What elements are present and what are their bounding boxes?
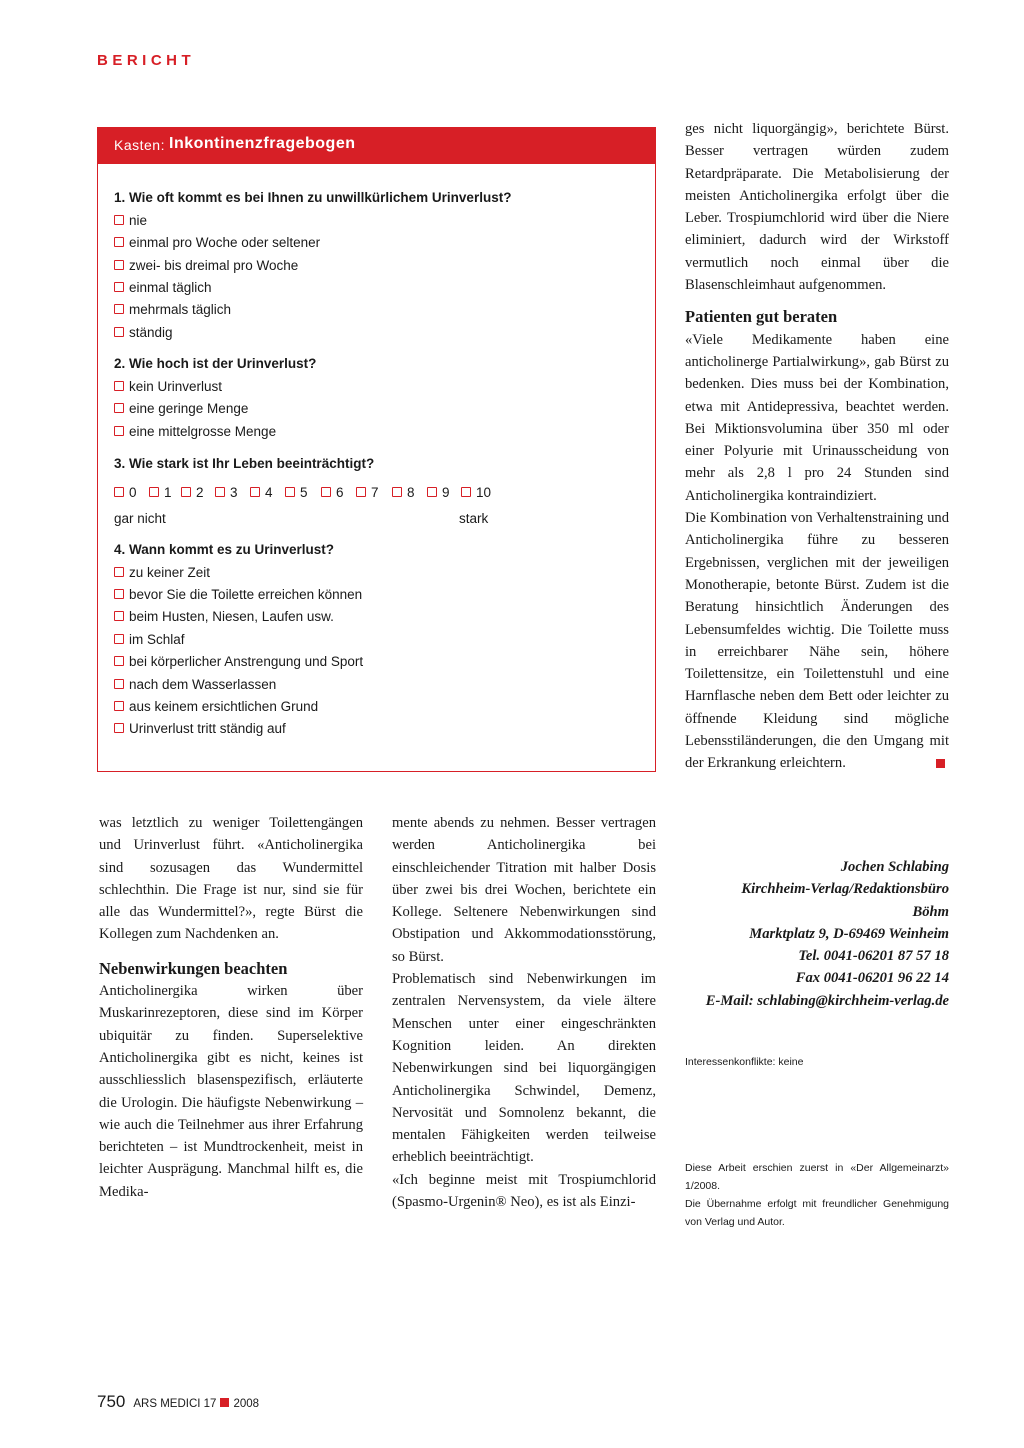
box-label: Kasten: [114,137,165,153]
checkbox-icon[interactable] [114,611,124,621]
scale-option[interactable]: 9 [427,485,450,500]
q2-option[interactable]: eine geringe Menge [114,401,248,416]
questionnaire-box [97,127,656,772]
issue-year: 2008 [233,1398,260,1410]
checkbox-icon[interactable] [114,215,124,225]
checkbox-icon[interactable] [215,487,225,497]
end-mark-icon [936,759,945,768]
checkbox-icon[interactable] [181,487,191,497]
scale-option[interactable]: 4 [250,485,273,500]
page-number: 750 [97,1392,126,1411]
column-1 [99,812,363,1203]
q4-option[interactable]: zu keiner Zeit [114,565,210,580]
checkbox-icon[interactable] [392,487,402,497]
checkbox-icon[interactable] [114,589,124,599]
publication-note: Diese Arbeit erschien zuerst in «Der Allgemeinarzt» 1/2008. Die Übernahme erfolgt mit freundlicher Genehmigung von Verlag und Autor. [685,1162,949,1228]
paragraph: Die Kombination von Verhaltenstraining und Anticholinergika führe zu besseren Ergebnissen, verglichen mit der jeweiligen Monotherapie, betonte Bürst. Zudem ist die Beratung hinsichtlich Änderungen des Lebensumfeldes wichtig. Die Toilette muss in erreichbarer Nähe sein, höhere Toilettensitze, ein Toilettenstuhl und eine Harnflasche neben dem Bett oder leichter zu öffnende Kleidung sind mögliche Lebensstiländerungen, die den Umgang mit der Erkrankung erleichtern. [685,510,949,772]
scale-option[interactable]: 3 [215,485,238,500]
paragraph: ges nicht liquorgängig», berichtete Bürst. Besser vertragen würden zudem Retardpräparate. Die Metabolisierung der meisten Anticholinergika erfolgt über die Leber. Trospiumchlorid wird über die Niere eliminiert, dadurch wird der Wirkstoff vermutlich noch einmal über die Blasenschleimhaut aufgenommen. [685,121,949,294]
checkbox-icon[interactable] [285,487,295,497]
checkbox-icon[interactable] [114,634,124,644]
checkbox-icon[interactable] [461,487,471,497]
q4-option[interactable]: aus keinem ersichtlichen Grund [114,699,318,714]
scale-option[interactable]: 7 [356,485,379,500]
subheading: Nebenwirkungen beachten [99,958,288,978]
scale-low-label: gar nicht [114,511,166,526]
question-4: 4. Wann kommt es zu Urinverlust? [114,542,335,557]
author-name: Jochen Schlabing [840,859,949,875]
checkbox-icon[interactable] [321,487,331,497]
scale-option[interactable]: 2 [181,485,204,500]
section-label: BERICHT [97,52,196,69]
paragraph: «Viele Medikamente haben eine anticholinerge Partialwirkung», gab Bürst zu bedenken. Dies muss bei der Kombination, etwa mit Antidepressiva, beachtet werden. Bei Miktionsvolumina über 350 ml oder einer Polyurie mit Urinausscheidung von mehr als 2,8 l pro 24 Stunden sind Anticholinergika kontraindiziert. [685,331,949,504]
checkbox-icon[interactable] [114,487,124,497]
email-line[interactable]: E-Mail: schlabing@kirchheim-verlag.de [705,992,949,1009]
q4-option[interactable]: nach dem Wasserlassen [114,677,276,692]
checkbox-icon[interactable] [114,237,124,247]
q2-option[interactable]: eine mittelgrosse Menge [114,424,276,439]
scale-option[interactable]: 5 [285,485,308,500]
checkbox-icon[interactable] [114,403,124,413]
paragraph: was letztlich zu weniger Toilettengängen und Urinverlust führt. «Anticholinergika sind sozusagen das Wundermittel schlechthin. Die Frage ist nur, sind sie für alle das Wundermittel?», regte Bürst die Kollegen zum Nachdenken an. [99,815,363,943]
scale-option[interactable]: 0 [114,485,137,500]
scale-option[interactable]: 8 [392,485,415,500]
checkbox-icon[interactable] [114,701,124,711]
q4-option[interactable]: im Schlaf [114,632,185,647]
question-2: 2. Wie hoch ist der Urinverlust? [114,356,317,371]
q1-option[interactable]: nie [114,213,147,228]
checkbox-icon[interactable] [149,487,159,497]
q4-option[interactable]: bevor Sie die Toilette erreichen können [114,587,362,602]
checkbox-icon[interactable] [250,487,260,497]
checkbox-icon[interactable] [356,487,366,497]
separator-square-icon [220,1398,229,1407]
checkbox-icon[interactable] [427,487,437,497]
scale-option[interactable]: 10 [461,485,491,500]
box-title: Inkontinenzfragebogen [169,135,356,152]
scale-option[interactable]: 1 [149,485,172,500]
question-1: 1. Wie oft kommt es bei Ihnen zu unwillkürlichem Urinverlust? [114,190,512,205]
org-line: Kirchheim-Verlag/Redaktionsbüro [741,881,949,898]
q1-option[interactable]: ständig [114,325,173,340]
q2-option[interactable]: kein Urinverlust [114,379,222,394]
checkbox-icon[interactable] [114,327,124,337]
q1-option[interactable]: einmal pro Woche oder seltener [114,235,320,250]
q4-option[interactable]: beim Husten, Niesen, Laufen usw. [114,609,334,624]
address-line: Marktplatz 9, D-69469 Weinheim [749,925,949,942]
org-line: Böhm [912,903,949,920]
checkbox-icon[interactable] [114,679,124,689]
q4-option[interactable]: bei körperlicher Anstrengung und Sport [114,654,363,669]
checkbox-icon[interactable] [114,304,124,314]
subheading: Patienten gut beraten [685,307,838,327]
checkbox-icon[interactable] [114,260,124,270]
paragraph: Anticholinergika wirken über Muskarinrezeptoren, diese sind im Körper ubiquitär zu finden. Superselektive Anticholinergika gibt es nicht, keines ist ausschliesslich blasenspezifisch, erläuterte die Urologin. Die häufigste Nebenwirkung – wie auch die Teilnehmer aus ihrer Erfahrung berichteten – ist Mundtrockenheit, meist in leichter Ausprägung. Manchmal hilft es, die Medika- [99,983,363,1200]
questionnaire-header [98,128,655,164]
paragraph: Problematisch sind Nebenwirkungen im zentralen Nervensystem, da viele ältere Menschen unter einer eingeschränkten Kognition leiden. An direkten Nebenwirkungen sind bei liquorgängigen Anticholinergika Schwindel, Demenz, Nervosität und Somnolenz bekannt, die mentalen Fähigkeiten werden teilweise erheblich beeinträchtigt. [392,971,656,1166]
phone-line: Tel. 0041-06201 87 57 18 [798,948,949,965]
checkbox-icon[interactable] [114,381,124,391]
checkbox-icon[interactable] [114,723,124,733]
fax-line: Fax 0041-06201 96 22 14 [795,970,949,987]
magazine-name: ARS MEDICI 17 [133,1398,217,1410]
question-3: 3. Wie stark ist Ihr Leben beeinträchtigt? [114,456,375,471]
contact-block [685,856,949,1012]
q1-option[interactable]: einmal täglich [114,280,212,295]
checkbox-icon[interactable] [114,282,124,292]
column-3 [685,118,949,775]
q1-option[interactable]: zwei- bis dreimal pro Woche [114,258,298,273]
page-footer [97,1392,259,1412]
conflicts-note: Interessenkonflikte: keine [685,1056,804,1068]
checkbox-icon[interactable] [114,656,124,666]
q4-option[interactable]: Urinverlust tritt ständig auf [114,721,286,736]
paragraph: mente abends zu nehmen. Besser vertragen werden Anticholinergika bei einschleichender Titration mit halber Dosis über zwei bis drei Wochen, berichtete ein Kollege. Seltenere Nebenwirkungen sind Obstipation und Akkommodationsstörung, so Bürst. [392,815,656,965]
column-2 [392,812,656,1213]
scale-high-label: stark [459,511,489,526]
q1-option[interactable]: mehrmals täglich [114,302,231,317]
paragraph: «Ich beginne meist mit Trospiumchlorid (Spasmo-Urgenin® Neo), es ist als Einzi- [392,1171,656,1211]
checkbox-icon[interactable] [114,426,124,436]
scale-option[interactable]: 6 [321,485,344,500]
checkbox-icon[interactable] [114,567,124,577]
